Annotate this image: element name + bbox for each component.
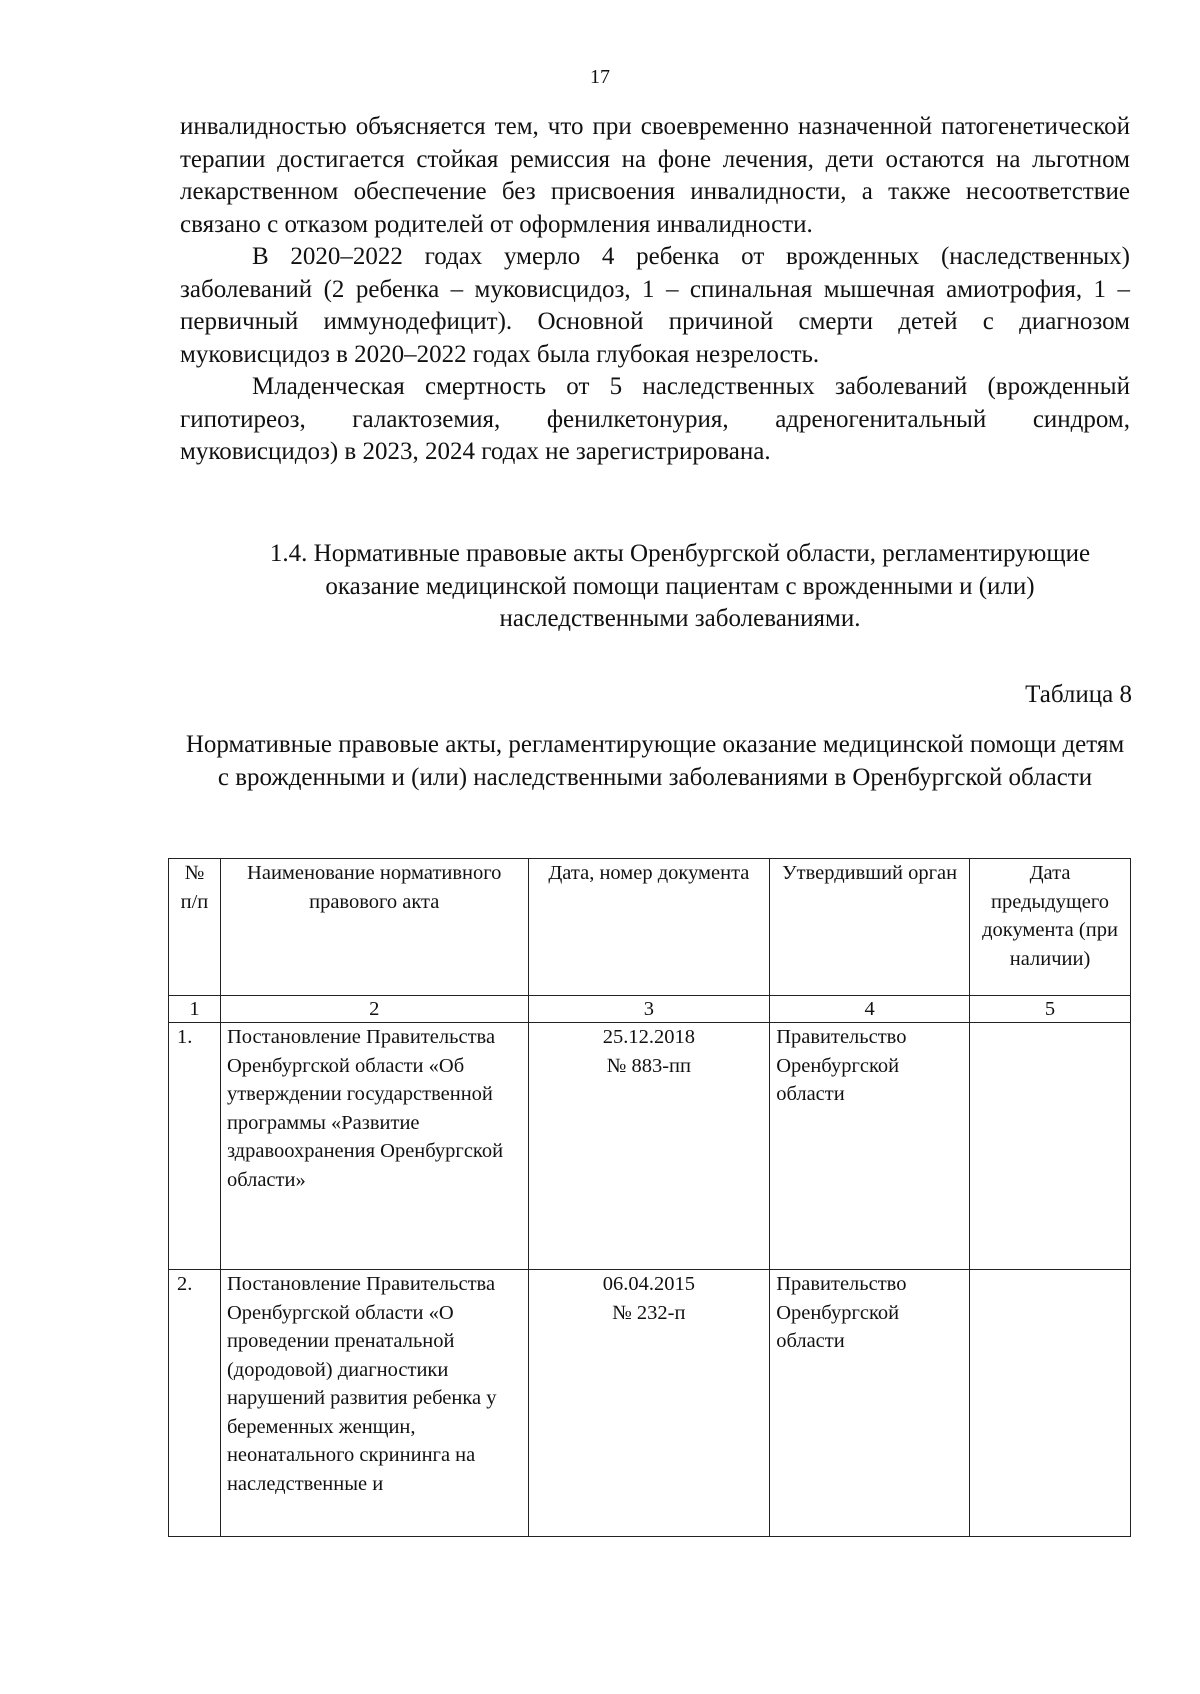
- row-index: 1.: [169, 1023, 221, 1270]
- header-act-name: Наименование нормативного правового акта: [220, 859, 528, 996]
- paragraph-infant-mortality: Младенческая смертность от 5 наследственных заболеваний (врожденный гипотиреоз, галактоземия, фенилкетонурия, адреногенитальный синдром, муковисцидоз) в 2023, 2024 годах не зарегистрирована.: [180, 373, 1130, 465]
- legal-acts-table: [168, 858, 1131, 1537]
- paragraph-deaths: В 2020–2022 годах умерло 4 ребенка от врожденных (наследственных) заболеваний (2 ребенка – муковисцидоз, 1 – спинальная мышечная амиотрофия, 1 – первичный иммунодефицит). Основной причиной смерти детей с диагнозом муковисцидоз в 2020–2022 годах была глубокая незрелость.: [180, 243, 1130, 368]
- section-heading: 1.4. Нормативные правовые акты Оренбургской области, регламентирующие оказание медицинской помощи пациентам с врожденными и (или) наследственными заболеваниями.: [269, 540, 1091, 632]
- column-number: 1: [169, 996, 221, 1023]
- row-previous-date: [970, 1270, 1131, 1537]
- row-date-number: [528, 1270, 770, 1537]
- row-date: 25.12.2018: [602, 1026, 695, 1048]
- column-number-row: [169, 996, 1131, 1023]
- row-date: 06.04.2015: [602, 1273, 695, 1295]
- paragraph-disability: инвалидностью объясняется тем, что при своевременно назначенной патогенетической терапии достигается стойкая ремиссия на фоне лечения, дети остаются на льготном лекарственном обеспечение без присвоения инвалидности, а также несоответствие связано с отказом родителей от оформления инвалидности.: [180, 113, 1130, 238]
- row-approving-body: Правительство Оренбургской области: [770, 1270, 970, 1537]
- row-act-name: Постановление Правительства Оренбургской области «Об утверждении государственной программы «Развитие здравоохранения Оренбургской области»: [220, 1023, 528, 1270]
- header-approving-body: Утвердивший орган: [770, 859, 970, 996]
- column-number: 4: [770, 996, 970, 1023]
- table-row: [169, 1023, 1131, 1270]
- table-row: [169, 1270, 1131, 1537]
- page-number: 17: [590, 66, 610, 88]
- column-number: 2: [220, 996, 528, 1023]
- row-doc-number: № 883-пп: [606, 1054, 691, 1077]
- body-text: [180, 111, 1130, 469]
- table-header-row: [169, 859, 1131, 996]
- header-date-number: Дата, номер документа: [528, 859, 770, 996]
- header-index: № п/п: [169, 859, 221, 996]
- row-doc-number: № 232-п: [612, 1301, 686, 1324]
- row-act-name: Постановление Правительства Оренбургской области «О проведении пренатальной (дородовой) диагностики нарушений развития ребенка у беременных женщин, неонатального скрининга на наследственные и: [220, 1270, 528, 1537]
- row-approving-body: Правительство Оренбургской области: [770, 1023, 970, 1270]
- row-date-number: [528, 1023, 770, 1270]
- row-previous-date: [970, 1023, 1131, 1270]
- table-label: Таблица 8: [1025, 681, 1132, 708]
- column-number: 5: [970, 996, 1131, 1023]
- column-number: 3: [528, 996, 770, 1023]
- row-index: 2.: [169, 1270, 221, 1537]
- table-caption: Нормативные правовые акты, регламентирующие оказание медицинской помощи детям с врожденными и (или) наследственными заболеваниями в Оренбургской области: [185, 731, 1125, 791]
- header-previous-date: Дата предыдущего документа (при наличии): [970, 859, 1131, 996]
